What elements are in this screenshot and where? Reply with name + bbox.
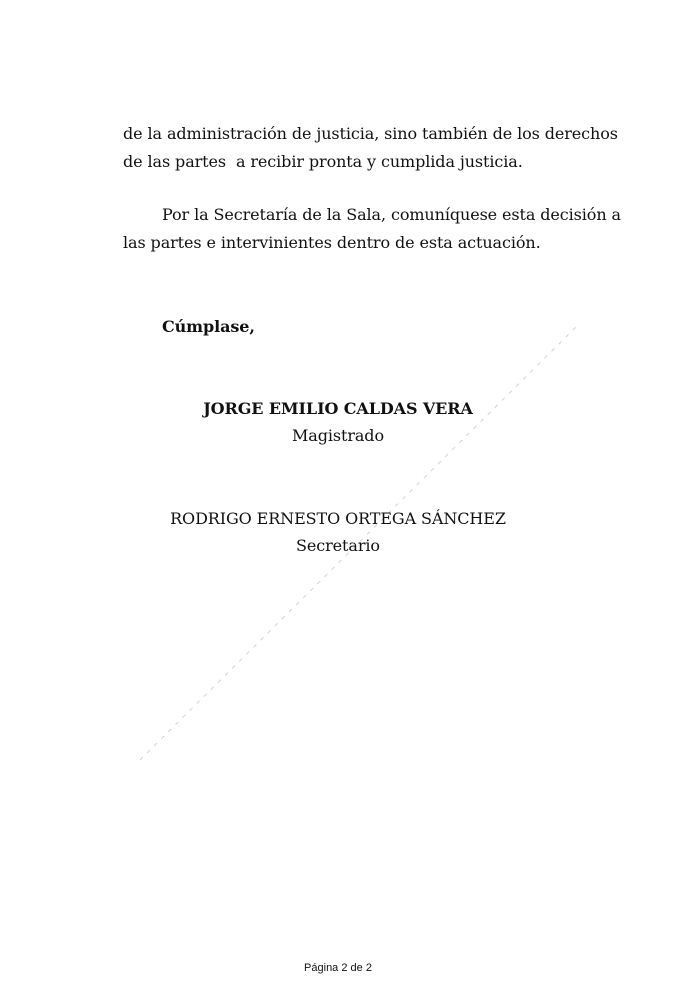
signatory-role: Secretario [296,536,380,555]
signatory-name: RODRIGO ERNESTO ORTEGA SÁNCHEZ [170,509,506,528]
page-number: Página 2 de 2 [304,962,372,974]
paragraph-line: las partes e intervinientes dentro de esta actuación. [123,233,541,252]
closing-text: Cúmplase, [162,317,255,336]
paragraph-line: de las partes a recibir pronta y cumplida justicia. [123,152,523,171]
signatory-name: JORGE EMILIO CALDAS VERA [203,399,473,418]
signatory-role: Magistrado [292,426,384,445]
paragraph-line: Por la Secretaría de la Sala, comuníquese esta decisión a [162,205,621,224]
paragraph-line: de la administración de justicia, sino también de los derechos [123,124,618,143]
